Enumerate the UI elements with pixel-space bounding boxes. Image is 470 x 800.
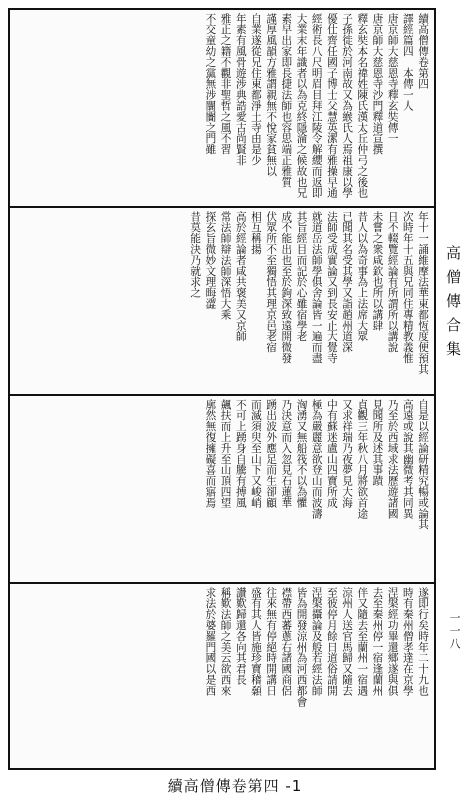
text-column: 廓然無復擁礙喜而寤焉 — [204, 399, 217, 508]
text-columns-4 — [14, 587, 430, 769]
text-columns-1 — [14, 13, 430, 203]
text-column: 洶湧又無船筏不以為懼 — [295, 399, 308, 508]
text-column: 釋玄奘本名禕姓陳氏漢太丘仲弓之後也 — [356, 13, 369, 199]
text-column: 遂即行矣時年二十九也 — [417, 587, 429, 696]
text-column: 時有秦州僧孝達在京學 — [401, 587, 414, 696]
text-column: 貞觀三年秋八月將欲首途 — [356, 399, 369, 519]
text-column: 襟帶西蕃蔥右諸國商侶 — [280, 587, 293, 696]
text-column: 經術長八尺明眉目拜江陵令解纓而返即 — [310, 13, 323, 199]
text-column: 昔莫能決乃就求之 — [189, 211, 202, 299]
text-column: 乃至於西域求法歷遊諸國 — [386, 399, 399, 519]
text-column: 皆為開發涼州為河西都會 — [295, 587, 308, 707]
text-column: 法師受成實論又到長安止大覺寺 — [325, 211, 338, 364]
text-column: 不可上踴身自騰有搏風 — [234, 399, 247, 508]
page-caption: 續高僧傳卷第四 -1 — [167, 777, 303, 795]
text-column: 未嘗之衆咸欽也所以講肆 — [371, 211, 384, 331]
text-column: 至彼停月餘日道俗請開 — [325, 587, 338, 696]
text-columns-3 — [14, 399, 430, 579]
text-column: 年素有風骨遊涉典誥愛古尚賢非 — [234, 13, 247, 166]
text-column: 就道岳法師學俱舍論皆一遍而盡 — [310, 211, 323, 364]
text-column: 不交童幼之黨無涉闤闠之門雖 — [204, 13, 217, 155]
text-column: 乃決意而入忽見石蓮華 — [280, 399, 293, 508]
text-column: 常法師辯法師深悟大乘 — [219, 211, 232, 320]
text-column: 探玄旨微妙文理晦澀 — [204, 211, 217, 310]
text-column: 高於經論者咸共褒美又京師 — [234, 211, 247, 342]
scripture-page — [8, 8, 436, 770]
text-column: 雅正之籍不觀非聖哲之風不習 — [219, 13, 232, 155]
text-section-4 — [10, 582, 434, 772]
text-column: 續高僧傳卷第四 — [417, 13, 429, 90]
text-column: 涅槃攝論及般若經法師 — [310, 587, 323, 696]
text-column: 自業遂從兄住東都淨土寺由是少 — [249, 13, 262, 166]
text-column: 次時年十五與兄同住專精教義惟 — [401, 211, 414, 364]
text-section-2 — [10, 206, 434, 394]
text-column: 已聞其名受其學又詣趙州道深 — [341, 211, 354, 353]
text-column: 優仕齊任國子博士父慧英潔有雅操早通 — [325, 13, 338, 199]
text-column: 涅槃經功畢還鄉遂與俱 — [386, 587, 399, 696]
collection-title: 高僧傳合集 — [444, 245, 462, 365]
text-column: 唐京師大慈恩寺釋玄奘傳一 — [386, 13, 399, 144]
text-column: 年十一誦維摩法華東都恆度便預其 — [417, 211, 429, 375]
text-column: 去至秦州停一宿逢蘭州 — [371, 587, 384, 696]
text-column: 伴又隨去至蘭州一宿遇 — [356, 587, 369, 696]
text-column: 譯經篇四 本傳一人 — [401, 13, 414, 112]
text-column: 飆扶而上升至山頂四望 — [219, 399, 232, 508]
text-section-3 — [10, 394, 434, 582]
text-column: 踴出波外應足而生卻顧 — [265, 399, 278, 508]
text-column: 盛有其人皆施珍寶稽顙 — [249, 587, 262, 696]
text-column: 相互稱揚 — [249, 211, 262, 255]
text-column: 素早出家即長捷法師也容思端正雅質 — [280, 13, 293, 188]
text-column: 日不輟覽經論有所謂所以講說 — [386, 211, 399, 353]
text-section-1 — [10, 10, 434, 206]
text-column: 大業末年識者以為克終隱淪之候故也兄 — [295, 13, 308, 199]
text-column: 昔人以為奇事為上法席大眾 — [356, 211, 369, 342]
text-column: 自是以經論研精究暢或論其 — [417, 399, 429, 530]
text-column: 高遠或說其幽微考其同異 — [401, 399, 414, 519]
text-column: 涼州人送官馬歸又隨去 — [341, 587, 354, 696]
text-column: 又求祥瑞乃夜夢見大海 — [341, 399, 354, 508]
text-column: 成不能出也至於鉤深致遠開微發 — [280, 211, 293, 364]
text-column: 唐京師大慈恩寺沙門釋道宣撰 — [371, 13, 384, 155]
text-column: 謹厚風韻方雅謂親無不悅家貧無以 — [265, 13, 278, 177]
text-column: 見聞所及述其事蹟 — [371, 399, 384, 487]
text-column: 其旨經目而記於心雖宿學老 — [295, 211, 308, 342]
text-column: 子孫徙於河南故又為緱氏人焉祖康以學 — [341, 13, 354, 199]
page-number: 一一八 — [448, 612, 461, 651]
text-column: 往來無有停絕時開講日 — [265, 587, 278, 696]
text-column: 伏眾所不至獨悟其理京邑老宿 — [265, 211, 278, 353]
text-column: 極為嚴麗意欲登山而波濤 — [310, 399, 323, 519]
text-column: 求法於婆羅門國以是西 — [204, 587, 217, 696]
text-columns-2 — [14, 211, 430, 391]
text-column: 讚歎歸還各向其君長 — [234, 587, 247, 686]
text-column: 中有蘇迷盧山四寶所成 — [325, 399, 338, 508]
text-column: 而滅須臾至山下又峻峭 — [249, 399, 262, 508]
text-column: 稱歎法師之美云欲西來 — [219, 587, 232, 696]
